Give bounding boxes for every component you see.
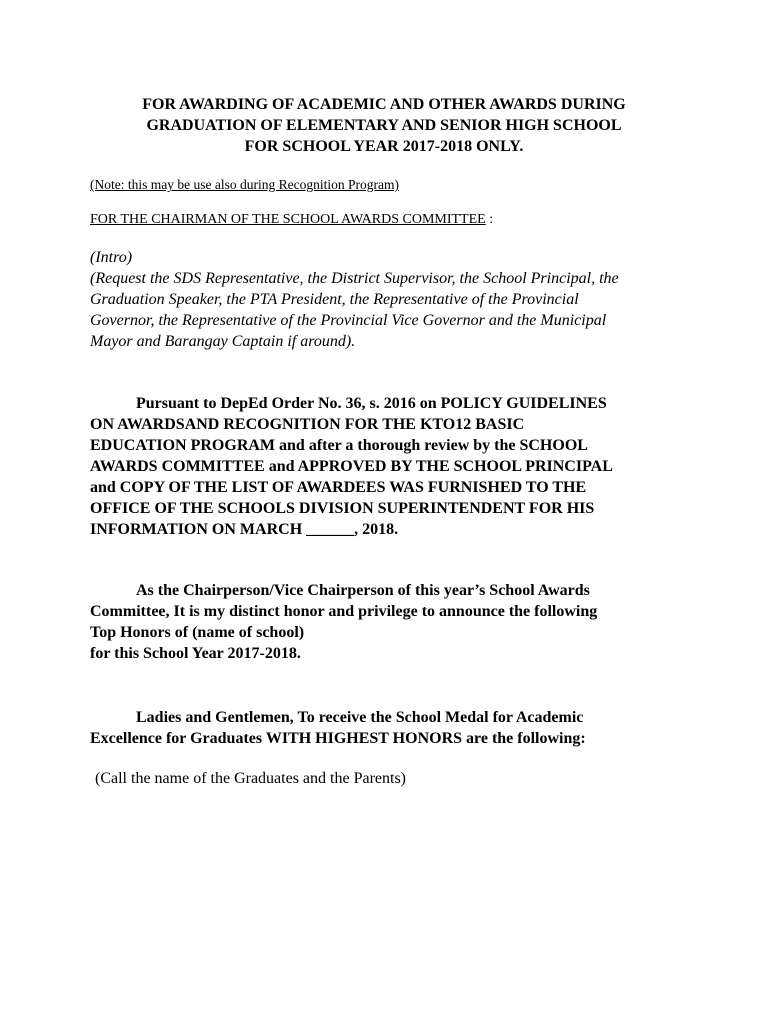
paragraph-line: OFFICE OF THE SCHOOLS DIVISION SUPERINTENDENT FOR HIS bbox=[90, 500, 595, 517]
document-title bbox=[80, 94, 688, 157]
paragraph-line: Top Honors of (name of school) bbox=[90, 624, 305, 641]
title-line-1: FOR AWARDING OF ACADEMIC AND OTHER AWARDS DURING bbox=[142, 96, 626, 113]
title-line-3: FOR SCHOOL YEAR 2017-2018 ONLY. bbox=[244, 138, 524, 155]
intro-line: Mayor and Barangay Captain if around). bbox=[90, 333, 356, 350]
paragraph-line: Committee, It is my distinct honor and privilege to announce the following bbox=[90, 603, 598, 620]
chairman-label: FOR THE CHAIRMAN OF THE SCHOOL AWARDS COMMITTEE bbox=[90, 212, 486, 227]
chairman-suffix: : bbox=[485, 212, 494, 227]
intro-line: Governor, the Representative of the Provincial Vice Governor and the Municipal bbox=[90, 312, 607, 329]
intro-heading: (Intro) bbox=[90, 249, 133, 266]
paragraph-line: Ladies and Gentlemen, To receive the School Medal for Academic bbox=[136, 709, 584, 726]
paragraph-line: for this School Year 2017-2018. bbox=[90, 645, 301, 662]
chairperson-paragraph bbox=[90, 580, 690, 664]
pursuant-paragraph bbox=[90, 393, 690, 540]
title-line-2: GRADUATION OF ELEMENTARY AND SENIOR HIGH SCHOOL bbox=[146, 117, 622, 134]
paragraph-line: INFORMATION ON MARCH ______, 2018. bbox=[90, 521, 399, 538]
paragraph-line: Pursuant to DepEd Order No. 36, s. 2016 on POLICY GUIDELINES bbox=[136, 395, 607, 412]
chairman-heading bbox=[90, 212, 493, 228]
paragraph-line: and COPY OF THE LIST OF AWARDEES WAS FURNISHED TO THE bbox=[90, 479, 587, 496]
paragraph-line: Excellence for Graduates WITH HIGHEST HONORS are the following: bbox=[90, 730, 586, 747]
intro-line: Graduation Speaker, the PTA President, the Representative of the Provincial bbox=[90, 291, 579, 308]
highest-honors-paragraph bbox=[90, 707, 690, 749]
paragraph-line: AWARDS COMMITTEE and APPROVED BY THE SCHOOL PRINCIPAL bbox=[90, 458, 613, 475]
note-text: (Note: this may be use also during Recognition Program) bbox=[90, 177, 399, 192]
paragraph-line: EDUCATION PROGRAM and after a thorough review by the SCHOOL bbox=[90, 437, 588, 454]
intro-line: (Request the SDS Representative, the District Supervisor, the School Principal, the bbox=[90, 270, 619, 287]
call-instruction: (Call the name of the Graduates and the Parents) bbox=[95, 770, 406, 787]
paragraph-line: As the Chairperson/Vice Chairperson of this year’s School Awards bbox=[136, 582, 590, 599]
paragraph-line: ON AWARDSAND RECOGNITION FOR THE KTO12 BASIC bbox=[90, 416, 525, 433]
intro-block bbox=[90, 247, 690, 352]
